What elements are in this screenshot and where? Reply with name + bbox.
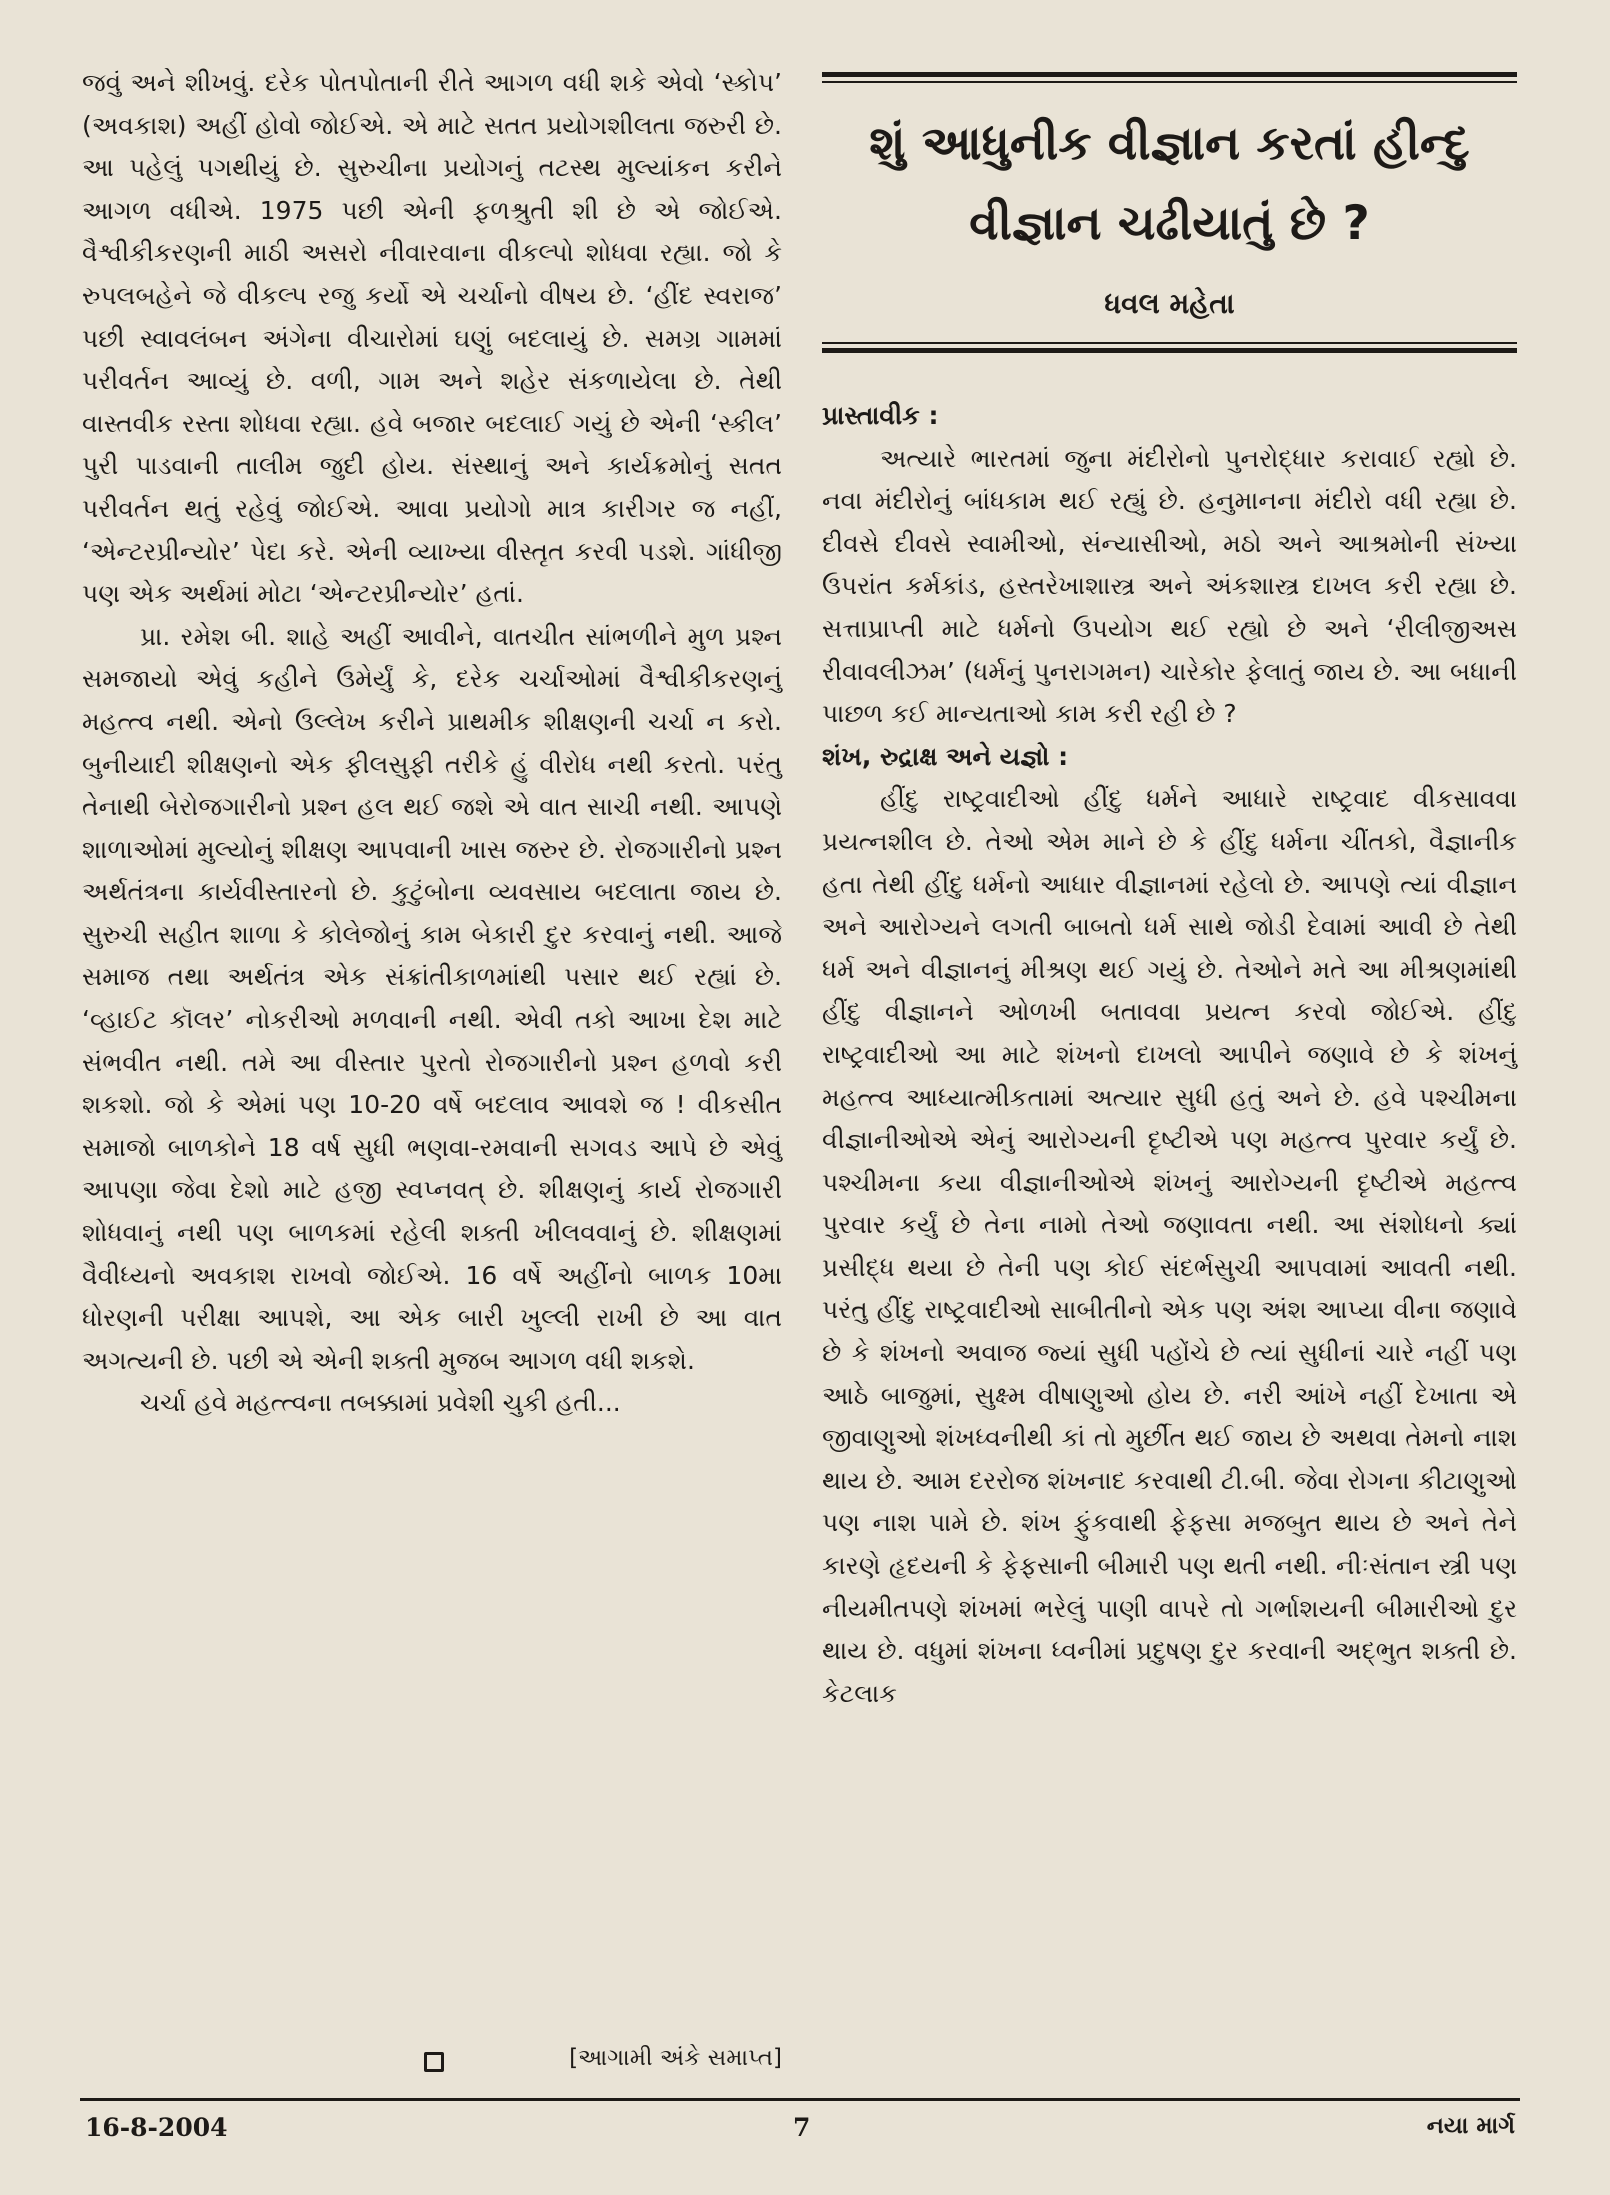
article-paragraph-2: હીંદુ રાષ્ટ્રવાદીઓ હીંદુ ધર્મને આધારે રાષ્ટ્રવાદ વીકસાવવા પ્રયત્નશીલ છે. તેઓ એમ માને છે કે હીંદુ ધર્મના ચીંતકો, વૈજ્ઞાનીક હતા તેથી હીંદુ ધર્મનો આધાર વીજ્ઞાનમાં રહેલો છે. આપણે ત્યાં વીજ્ઞાન અને આરોગ્યને લગતી બાબતો ધર્મ સાથે જોડી દેવામાં આવી છે તેથી ધર્મ અને વીજ્ઞાનનું મીશ્રણ થઈ ગયું છે. તેઓને મતે આ મીશ્રણમાંથી હીંદુ વીજ્ઞાનને ઓળખી બતાવવા પ્રયત્ન કરવો જોઈએ. હીંદુ રાષ્ટ્રવાદીઓ આ માટે શંખનો દાખલો આપીને જણાવે છે કે શંખનું મહત્ત્વ આધ્યાત્મીકતામાં અત્યાર સુધી હતું અને છે. હવે પશ્ચીમના વીજ્ઞાનીઓએ એનું આરોગ્યની દૃષ્ટીએ પણ મહત્ત્વ પુરવાર કર્યું છે. પશ્ચીમના કયા વીજ્ઞાનીઓએ શંખનું આરોગ્યની દૃષ્ટીએ મહત્ત્વ પુરવાર કર્યું છે તેના નામો તેઓ જણાવતા નથી. આ સંશોધનો ક્યાં પ્રસીદ્ધ થયા છે તેની પણ કોઈ સંદર્ભસુચી આપવામાં આવતી નથી. પરંતુ હીંદુ રાષ્ટ્રવાદીઓ સાબીતીનો એક પણ અંશ આપ્યા વીના જણાવે છે કે શંખનો અવાજ જ્યાં સુધી પહોંચે છે ત્યાં સુધીનાં ચારે નહીં પણ આઠે બાજુમાં, સુક્ષ્મ વીષાણુઓ હોય છે. નરી આંખે નહીં દેખાતા એ જીવાણુઓ શંખધ્વનીથી કાં તો મુર્છીત થઈ જાય છે અથવા તેમનો નાશ થાય છે. આમ દરરોજ શંખનાદ કરવાથી ટી.બી. જેવા રોગના કીટાણુઓ પણ નાશ પામે છે. શંખ ફુંકવાથી ફેફસા મજબુત થાય છે અને તેને કારણે હૃદયની કે ફેફસાની બીમારી પણ થતી નથી. નીઃસંતાન સ્ત્રી પણ નીયમીતપણે શંખમાં ભરેલું પાણી વાપરે તો ગર્ભાશયની બીમારીઓ દુર થાય છે. વધુમાં શંખના ધ્વનીમાં પ્રદુષણ દુર કરવાની અદ્ભુત શક્તી છે. કેટલાક xyxy=(822,784,1517,1708)
article-header xyxy=(822,72,1517,372)
left-paragraph-3: ચર્ચા હવે મહત્ત્વના તબક્કામાં પ્રવેશી ચુકી હતી... xyxy=(140,1388,621,1418)
section-heading-conch: શંખ, રુદ્રાક્ષ અને યજ્ઞો : xyxy=(822,741,1069,771)
magazine-name: નયા માર્ગ xyxy=(1426,2113,1515,2139)
left-column xyxy=(82,62,782,1425)
header-rule-bottom-thin xyxy=(822,342,1517,344)
left-paragraph-1: જવું અને શીખવું. દરેક પોતપોતાની રીતે આગળ વધી શકે એવો ‘સ્કોપ’ (અવકાશ) અહીં હોવો જોઈએ. એ માટે સતત પ્રયોગશીલતા જરુરી છે. આ પહેલું પગથીયું છે. સુરુચીના પ્રયોગનું તટસ્થ મુલ્યાંકન કરીને આગળ વધીએ. 1975 પછી એની ફળશ્રુતી શી છે એ જોઈએ. વૈશ્વીકીકરણની માઠી અસરો નીવારવાના વીકલ્પો શોધવા રહ્યા. જો કે રુપલબહેને જે વીકલ્પ રજુ કર્યો એ ચર્ચાનો વીષય છે. ‘હીંદ સ્વરાજ’ પછી સ્વાવલંબન અંગેના વીચારોમાં ઘણું બદલાયું છે. સમગ્ર ગામમાં પરીવર્તન આવ્યું છે. વળી, ગામ અને શહેર સંકળાયેલા છે. તેથી વાસ્તવીક રસ્તા શોધવા રહ્યા. હવે બજાર બદલાઈ ગયું છે એની ‘સ્કીલ’ પુરી પાડવાની તાલીમ જુદી હોય. સંસ્થાનું અને કાર્યક્રમોનું સતત પરીવર્તન થતું રહેવું જોઈએ. આવા પ્રયોગો માત્ર કારીગર જ નહીં, ‘એન્ટરપ્રીન્યોર’ પેદા કરે. એની વ્યાખ્યા વીસ્તૃત કરવી પડશે. ગાંધીજી પણ એક અર્થમાં મોટા ‘એન્ટરપ્રીન્યોર’ હતાં. xyxy=(82,68,782,609)
header-rule-top xyxy=(822,72,1517,77)
article-author: ધવલ મહેતા xyxy=(1104,287,1235,320)
end-square-icon xyxy=(424,2052,444,2072)
end-marker-row xyxy=(82,2038,782,2078)
footer-divider xyxy=(80,2098,1520,2101)
section-heading-intro: પ્રાસ્તાવીક : xyxy=(822,401,939,430)
article-title: શું આધુનીક વીજ્ઞાન કરતાં હીન્દુ વીજ્ઞાન ચઢીયાતું છે ? xyxy=(869,116,1470,251)
header-rule-bottom xyxy=(822,348,1517,353)
page-number: 7 xyxy=(793,2113,811,2142)
footer-date: 16-8-2004 xyxy=(85,2113,228,2142)
continued-note: [આગામી અંકે સમાપ્ત] xyxy=(569,2045,782,2071)
article-paragraph-1: અત્યારે ભારતમાં જુના મંદીરોનો પુનરોદ્ધાર કરાવાઈ રહ્યો છે. નવા મંદીરોનું બાંધકામ થઈ રહ્યું છે. હનુમાનના મંદીરો વધી રહ્યા છે. દીવસે દીવસે સ્વામીઓ, સંન્યાસીઓ, મઠો અને આશ્રમોની સંખ્યા ઉપરાંત કર્મકાંડ, હસ્તરેખાશાસ્ત્ર અને અંકશાસ્ત્ર દાખલ કરી રહ્યા છે. સત્તાપ્રાપ્તી માટે ધર્મનો ઉપયોગ થઈ રહ્યો છે અને ‘રીલીજીઅસ રીવાવલીઝમ’ (ધર્મનું પુનરાગમન) ચારેકોર ફેલાતું જાય છે. આ બધાની પાછળ કઈ માન્યતાઓ કામ કરી રહી છે ? xyxy=(822,443,1517,729)
right-column xyxy=(822,395,1517,1715)
header-rule-top-thin xyxy=(822,81,1517,83)
left-paragraph-2: પ્રા. રમેશ બી. શાહે અહીં આવીને, વાતચીત સાંભળીને મુળ પ્રશ્ન સમજાયો એવું કહીને ઉમેર્યું કે, દરેક ચર્ચાઓમાં વૈશ્વીકીકરણનું મહત્ત્વ નથી. એનો ઉલ્લેખ કરીને પ્રાથમીક શીક્ષણની ચર્ચા ન કરો. બુનીયાદી શીક્ષણનો એક ફીલસુફી તરીકે હું વીરોધ નથી કરતો. પરંતુ તેનાથી બેરોજગારીનો પ્રશ્ન હલ થઈ જશે એ વાત સાચી નથી. આપણે શાળાઓમાં મુલ્યોનું શીક્ષણ આપવાની ખાસ જરુર છે. રોજગારીનો પ્રશ્ન અર્થતંત્રના કાર્યવીસ્તારનો છે. કુટુંબોના વ્યવસાય બદલાતા જાય છે. સુરુચી સહીત શાળા કે કોલેજોનું કામ બેકારી દુર કરવાનું નથી. આજે સમાજ તથા અર્થતંત્ર એક સંક્રાંતીકાળમાંથી પસાર થઈ રહ્યાં છે. ‘વ્હાઈટ કૉલર’ નોકરીઓ મળવાની નથી. એવી તકો આખા દેશ માટે સંભવીત નથી. તમે આ વીસ્તાર પુરતો રોજગારીનો પ્રશ્ન હળવો કરી શકશો. જો કે એમાં પણ 10-20 વર્ષે બદલાવ આવશે જ ! વીકસીત સમાજો બાળકોને 18 વર્ષ સુધી ભણવા-રમવાની સગવડ આપે છે એવું આપણા જેવા દેશો માટે હજી સ્વપ્નવત્ છે. શીક્ષણનું કાર્ય રોજગારી શોધવાનું નથી પણ બાળકમાં રહેલી શક્તી ખીલવવાનું છે. શીક્ષણમાં વૈવીધ્યનો અવકાશ રાખવો જોઈએ. 16 વર્ષે અહીંનો બાળક 10મા ધોરણની પરીક્ષા આપશે, આ એક બારી ખુલ્લી રાખી છે આ વાત અગત્યની છે. પછી એ એની શક્તી મુજબ આગળ વધી શકશે. xyxy=(82,621,782,1375)
